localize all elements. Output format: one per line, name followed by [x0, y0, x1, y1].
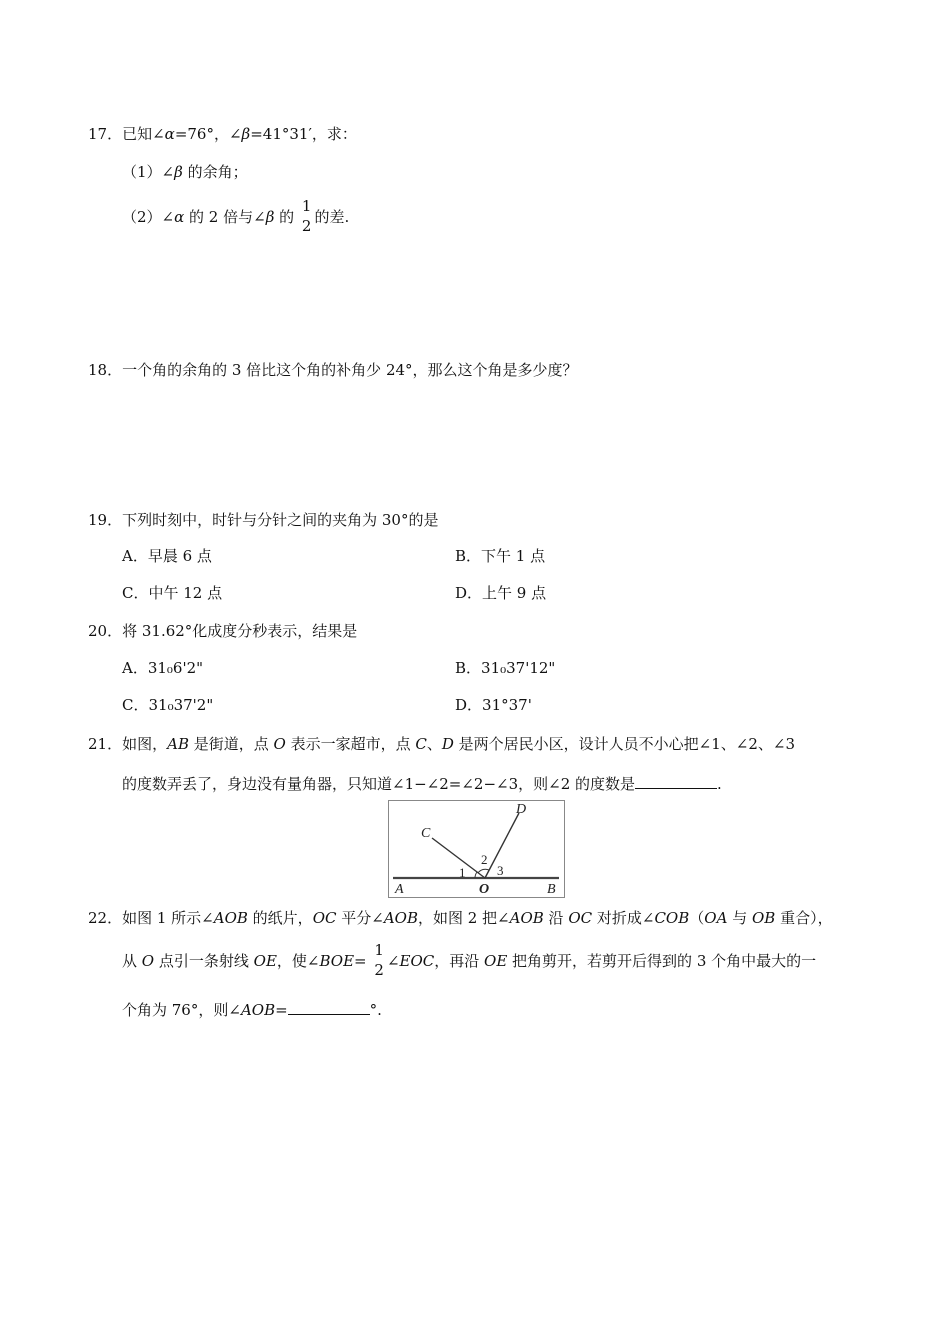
q20-option-a: A．31₀6'2" — [122, 659, 204, 677]
q17-part2: （2）∠α 的 2 倍与∠β 的 1 2 的差. — [122, 197, 350, 235]
label-a: A — [395, 882, 404, 897]
label-angle-2: 2 — [481, 852, 488, 867]
q20-option-b: B．31₀37'12" — [455, 659, 556, 677]
q17-part1: （1）∠β 的余角； — [122, 163, 248, 181]
q22-answer-blank[interactable] — [288, 998, 370, 1015]
label-d: D — [516, 802, 527, 817]
q17-fraction: 1 2 — [301, 197, 312, 235]
q20-option-d: D．31°37' — [455, 696, 532, 714]
q20-stem: 20．将 31.62°化成度分秒表示，结果是 — [88, 622, 358, 640]
label-c: C — [421, 826, 431, 841]
q22-fraction: 1 2 — [374, 941, 384, 979]
q19-option-d: D．上午 9 点 — [455, 584, 547, 602]
q19-stem: 19．下列时刻中，时针与分针之间的夹角为 30°的是 — [88, 511, 439, 529]
q21-line1: 21．如图，AB 是街道，点 O 表示一家超市，点 C、D 是两个居民小区，设计人员不小心把∠1、∠2、∠3 — [88, 735, 796, 753]
q22-line2: 从 O 点引一条射线 OE，使∠BOE= 1 2 ∠EOC，再沿 OE 把角剪开，若剪开后得到的 3 个角中最大的一 — [122, 941, 817, 979]
q19-option-a: A．早晨 6 点 — [122, 547, 212, 565]
label-b: B — [547, 882, 556, 897]
q21-figure — [388, 800, 565, 898]
q19-option-c: C．中午 12 点 — [122, 584, 223, 602]
q21-diagram — [389, 801, 564, 897]
q22-line3: 个角为 76°，则∠AOB= °. — [122, 998, 382, 1020]
q19-option-b: B．下午 1 点 — [455, 547, 546, 565]
label-angle-1: 1 — [459, 865, 466, 880]
q18-stem: 18．一个角的余角的 3 倍比这个角的补角少 24°，那么这个角是多少度？ — [88, 361, 578, 379]
q17-stem: 17．已知∠α=76°，∠β=41°31′，求： — [88, 125, 357, 143]
q22-line1: 22．如图 1 所示∠AOB 的纸片，OC 平分∠AOB，如图 2 把∠AOB 沿 OC 对折成∠COB（OA 与 OB 重合）， — [88, 909, 833, 927]
q21-line2: 的度数弄丢了，身边没有量角器，只知道∠1−∠2=∠2−∠3，则∠2 的度数是 . — [122, 772, 722, 794]
label-angle-3: 3 — [497, 863, 504, 878]
q21-answer-blank[interactable] — [635, 772, 717, 789]
label-o: O — [479, 882, 490, 897]
q20-option-c: C．31₀37'2" — [122, 696, 214, 714]
